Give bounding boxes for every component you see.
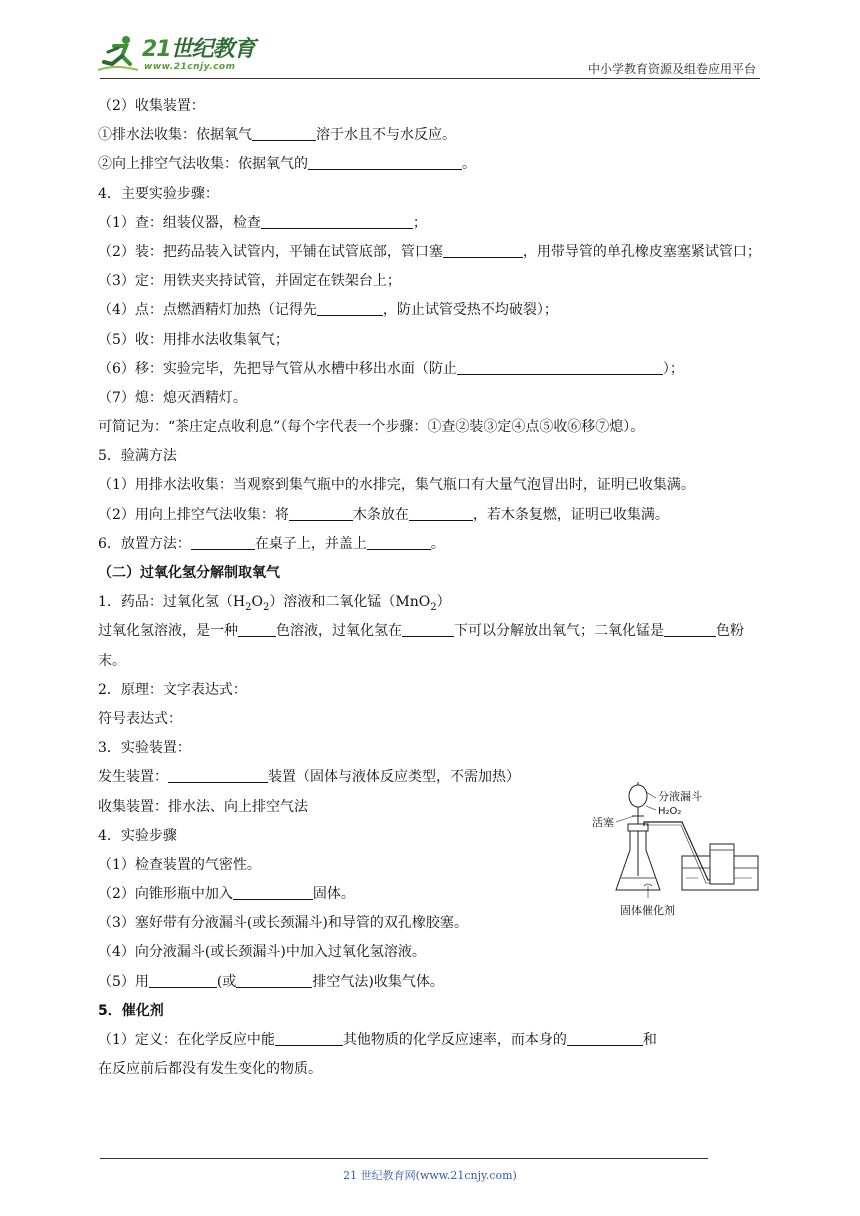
fill-blank bbox=[308, 155, 462, 170]
h2o2-leader bbox=[646, 806, 656, 810]
delivery-tube bbox=[644, 822, 718, 880]
fill-blank bbox=[261, 214, 413, 229]
fill-blank bbox=[409, 506, 473, 521]
text-line: 过氧化氢溶液，是一种 色溶液，过氧化氢在 下可以分解放出氧气；二氧化锰是 色粉末。 bbox=[98, 623, 744, 669]
fill-blank bbox=[664, 622, 716, 637]
fill-blank bbox=[149, 973, 217, 988]
text-line: （1）查：组装仪器，检查 ； bbox=[98, 214, 427, 231]
fill-blank bbox=[443, 243, 523, 258]
text-line: 可简记为：“茶庄定点收利息”（每个字代表一个步骤：①查②装③定④点⑤收⑥移⑦熄）。 bbox=[98, 419, 645, 436]
text-line: （5）收：用排水法收集氧气； bbox=[98, 331, 289, 348]
fill-blank bbox=[567, 1031, 643, 1046]
fill-blank bbox=[289, 506, 353, 521]
text-line: （7）熄：熄灭酒精灯。 bbox=[98, 389, 247, 406]
platform-name: 中小学教育资源及组卷应用平台 bbox=[587, 62, 756, 76]
fill-blank bbox=[317, 301, 383, 316]
h2o2-label: H₂O₂ bbox=[658, 806, 682, 817]
text-line: （4）点：点燃酒精灯加热（记得先 ，防止试管受热不均破裂）； bbox=[98, 302, 558, 319]
text-line: 3．实验装置： bbox=[98, 740, 191, 757]
fill-blank bbox=[457, 360, 663, 375]
logo-url: www.21cnjy.com bbox=[144, 62, 236, 72]
text-line: （5）用 (或 排空气法)收集气体。 bbox=[98, 973, 444, 990]
text-line: （2）用向上排空气法收集：将 木条放在 ，若木条复燃，证明已收集满。 bbox=[98, 506, 669, 523]
text-line: 2．原理：文字表达式： bbox=[98, 681, 247, 698]
text-line: 在反应前后都没有发生变化的物质。 bbox=[98, 1061, 322, 1078]
footer-link[interactable]: 21 世纪教育网(www.21cnjy.com) bbox=[343, 1169, 517, 1182]
fill-blank bbox=[191, 535, 255, 550]
text-line: （1）检查装置的气密性。 bbox=[98, 856, 261, 873]
fill-blank bbox=[275, 1031, 343, 1046]
text-line: 收集装置：排水法、向上排空气法 bbox=[98, 798, 308, 815]
fill-blank bbox=[233, 885, 313, 900]
text-line: （2）收集装置： bbox=[98, 98, 205, 114]
running-figure-icon bbox=[96, 34, 140, 74]
text-line: （1）用排水法收集：当观察到集气瓶中的水排完，集气瓶口有大量气泡冒出时，证明已收集满。 bbox=[98, 477, 695, 494]
rubber-stopper bbox=[628, 824, 648, 831]
fill-blank bbox=[168, 768, 268, 783]
fill-blank bbox=[402, 622, 454, 637]
header-divider bbox=[100, 78, 760, 79]
site-logo bbox=[96, 30, 266, 80]
text-line: ①排水法收集：依据氧气 溶于水且不与水反应。 bbox=[98, 127, 456, 144]
text-line: （2）装：把药品装入试管内，平铺在试管底部，管口塞 ，用带导管的单孔橡皮塞塞紧试管口； bbox=[98, 243, 761, 260]
fill-blank bbox=[236, 973, 312, 988]
stopcock-leader bbox=[616, 816, 634, 822]
fill-blank bbox=[252, 126, 316, 141]
document-body bbox=[98, 92, 766, 1084]
text-line: 发生装置： 装置（固体与液体反应类型，不需加热） bbox=[98, 769, 520, 786]
fill-blank bbox=[238, 622, 276, 637]
text-line: （2）向锥形瓶中加入 固体。 bbox=[98, 886, 355, 903]
fill-blank bbox=[367, 535, 431, 550]
section-heading: （二）过氧化氢分解制取氧气 bbox=[98, 565, 280, 582]
separatory-funnel bbox=[629, 785, 647, 807]
text-line: （4）向分液漏斗(或长颈漏斗)中加入过氧化氢溶液。 bbox=[98, 944, 426, 961]
section-heading: 5．验满方法 bbox=[98, 448, 177, 465]
footer-divider bbox=[100, 1158, 708, 1159]
logo-wordmark: 21世纪教育 bbox=[142, 37, 255, 62]
text-line: （3）定：用铁夹夹持试管，并固定在铁架台上； bbox=[98, 273, 401, 290]
text-line: （1）定义：在化学反应中能 其他物质的化学反应速率，而本身的 和 bbox=[98, 1032, 657, 1049]
text-line: 4．实验步骤 bbox=[98, 827, 177, 844]
section-heading: 5．催化剂 bbox=[98, 1002, 164, 1019]
text-line: （3）塞好带有分液漏斗(或长颈漏斗)和导管的双孔橡胶塞。 bbox=[98, 915, 468, 932]
funnel-label: 分液漏斗 bbox=[658, 790, 702, 803]
text-line: ②向上排空气法收集：依据氧气的 。 bbox=[98, 156, 476, 173]
catalyst-label: 固体催化剂 bbox=[620, 904, 675, 917]
text-line: （6）移：实验完毕，先把导气管从水槽中移出水面（防止 ）； bbox=[98, 360, 684, 377]
oxygen-generation-apparatus-diagram bbox=[586, 778, 766, 920]
text-line: 1．药品：过氧化氢$(H_2O_2)$溶液和二氧化锰（MnO$_2$） bbox=[98, 594, 451, 613]
text-line: 6．放置方法： 在桌子上，并盖上 。 bbox=[98, 535, 445, 552]
stopcock-label: 活塞 bbox=[592, 816, 614, 829]
text-line: 4．主要实验步骤： bbox=[98, 185, 219, 202]
page-header bbox=[0, 0, 860, 82]
funnel-leader bbox=[646, 792, 656, 798]
text-line: 符号表达式： bbox=[98, 710, 182, 727]
